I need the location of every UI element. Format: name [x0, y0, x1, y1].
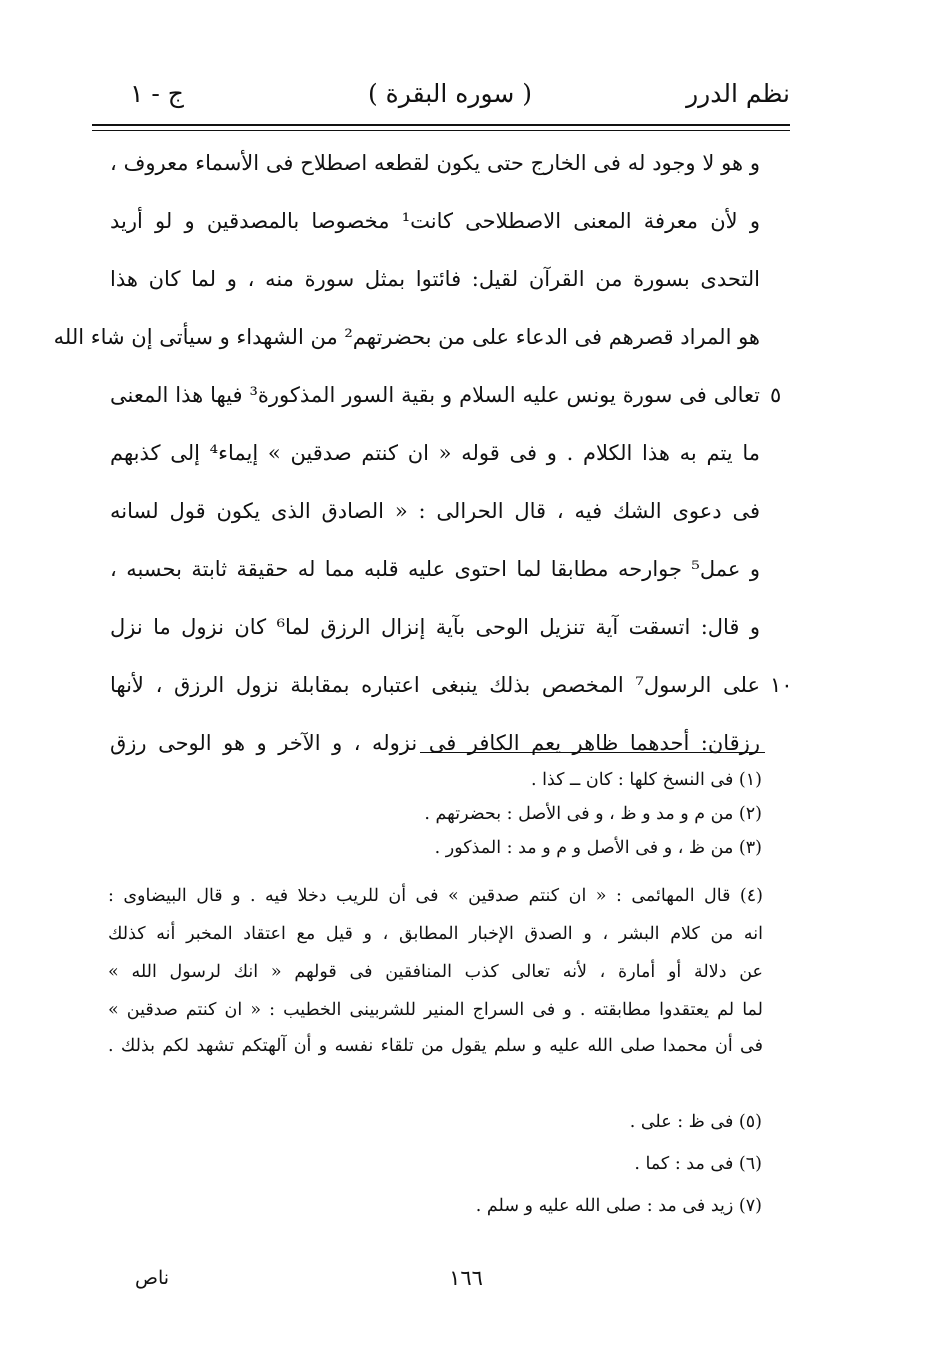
- main-line: على الرسول⁷ المخصص بذلك ينبغى اعتباره بمقابلة نزول الرزق ، لأنها: [110, 673, 761, 697]
- footnote: (١) فى النسخ كلها : كان ــ كذا .: [530, 770, 762, 790]
- main-line: رزقان: أحدهما ظاهر يعم الكافر فى نزوله ، و الآخر و هو الوحى رزق: [110, 731, 760, 755]
- main-line: هو المراد قصرهم فى الدعاء على من بحضرتهم² من الشهداء و سيأتى إن شاء الله: [53, 325, 760, 349]
- footnote: (٢) من م و مد و ظ ، و فى الأصل : بحضرتهم .: [424, 804, 762, 824]
- footnote-continuation: انه من كلام البشر ، و الصدق الإخبار المطابق ، و قيل مع اعتقاد المخبر أنه كذلك: [108, 924, 763, 944]
- main-line: التحدى بسورة من القرآن لقيل: فائتوا بمثل سورة منه ، و لما كان هذا: [110, 267, 760, 291]
- line-number-5: ٥: [770, 383, 782, 407]
- footnote: (٣) من ظ ، و فى الأصل و م و مد : المذكور .: [434, 838, 762, 858]
- main-line: و قال: اتسقت آية تنزيل الوحى بآية إنزال الرزق لما⁶ كان نزول ما نزل: [110, 615, 760, 639]
- main-line: و عمل⁵ جوارحه مطابقا لما احتوى عليه قلبه مما له حقيقة ثابتة بحسبه ،: [110, 557, 760, 581]
- book-title: نظم الدرر: [686, 79, 790, 108]
- main-line: و هو لا وجود له فى الخارج حتى يكون لقطعه اصطلاح فى الأسماء معروف ،: [110, 151, 760, 175]
- main-line: تعالى فى سورة يونس عليه السلام و بقية السور المذكورة³ فيها هذا المعنى: [110, 383, 760, 407]
- page-number: ١٦٦: [449, 1266, 483, 1290]
- line-number-10: ١٠: [770, 673, 793, 697]
- footnote-rule: [420, 752, 765, 753]
- signature-mark: ناص: [135, 1267, 170, 1289]
- header-rule-thick: [92, 124, 790, 126]
- footnote: (٥) فى ظ : على .: [629, 1112, 762, 1132]
- header-rule-thin: [92, 130, 790, 131]
- surah-title: ( سوره البقرة ): [367, 79, 533, 108]
- footnote-continuation: لما لم يعتقدوا مطابقته . و فى السراج المنير للشربينى الخطيب : « ان كنتم صدقين »: [108, 1000, 763, 1020]
- main-line: و لأن معرفة المعنى الاصطلاحى كانت¹ مخصوصا بالمصدقين و لو أريد: [110, 209, 760, 233]
- page-header: [110, 72, 790, 116]
- main-line: ما يتم به هذا الكلام . و فى قوله « ان كنتم صدقين » إيماء⁴ إلى كذبهم: [110, 441, 760, 465]
- footnote: (٧) زيد فى مد : صلى الله عليه و سلم .: [475, 1196, 762, 1216]
- main-line: فى دعوى الشك فيه ، قال الحرالى : « الصادق الذى يكون قول لسانه: [110, 499, 760, 523]
- footnote-continuation: فى أن محمدا صلى الله عليه و سلم يقول من تلقاء نفسه و أن آلهتكم تشهد لكم بذلك .: [108, 1036, 763, 1056]
- footnote-continuation: عن دلالة أو أمارة ، لأنه تعالى كذب المنافقين فى قولهم « انك لرسول الله »: [108, 962, 763, 982]
- volume-label: ج - ١: [130, 79, 184, 108]
- footnote: (٤) قال المهائمى : « ان كنتم صدقين » فى أن للريب دخلا فيه . و قال البيضاوى :: [108, 886, 763, 906]
- footnote: (٦) فى مد : كما .: [634, 1154, 762, 1174]
